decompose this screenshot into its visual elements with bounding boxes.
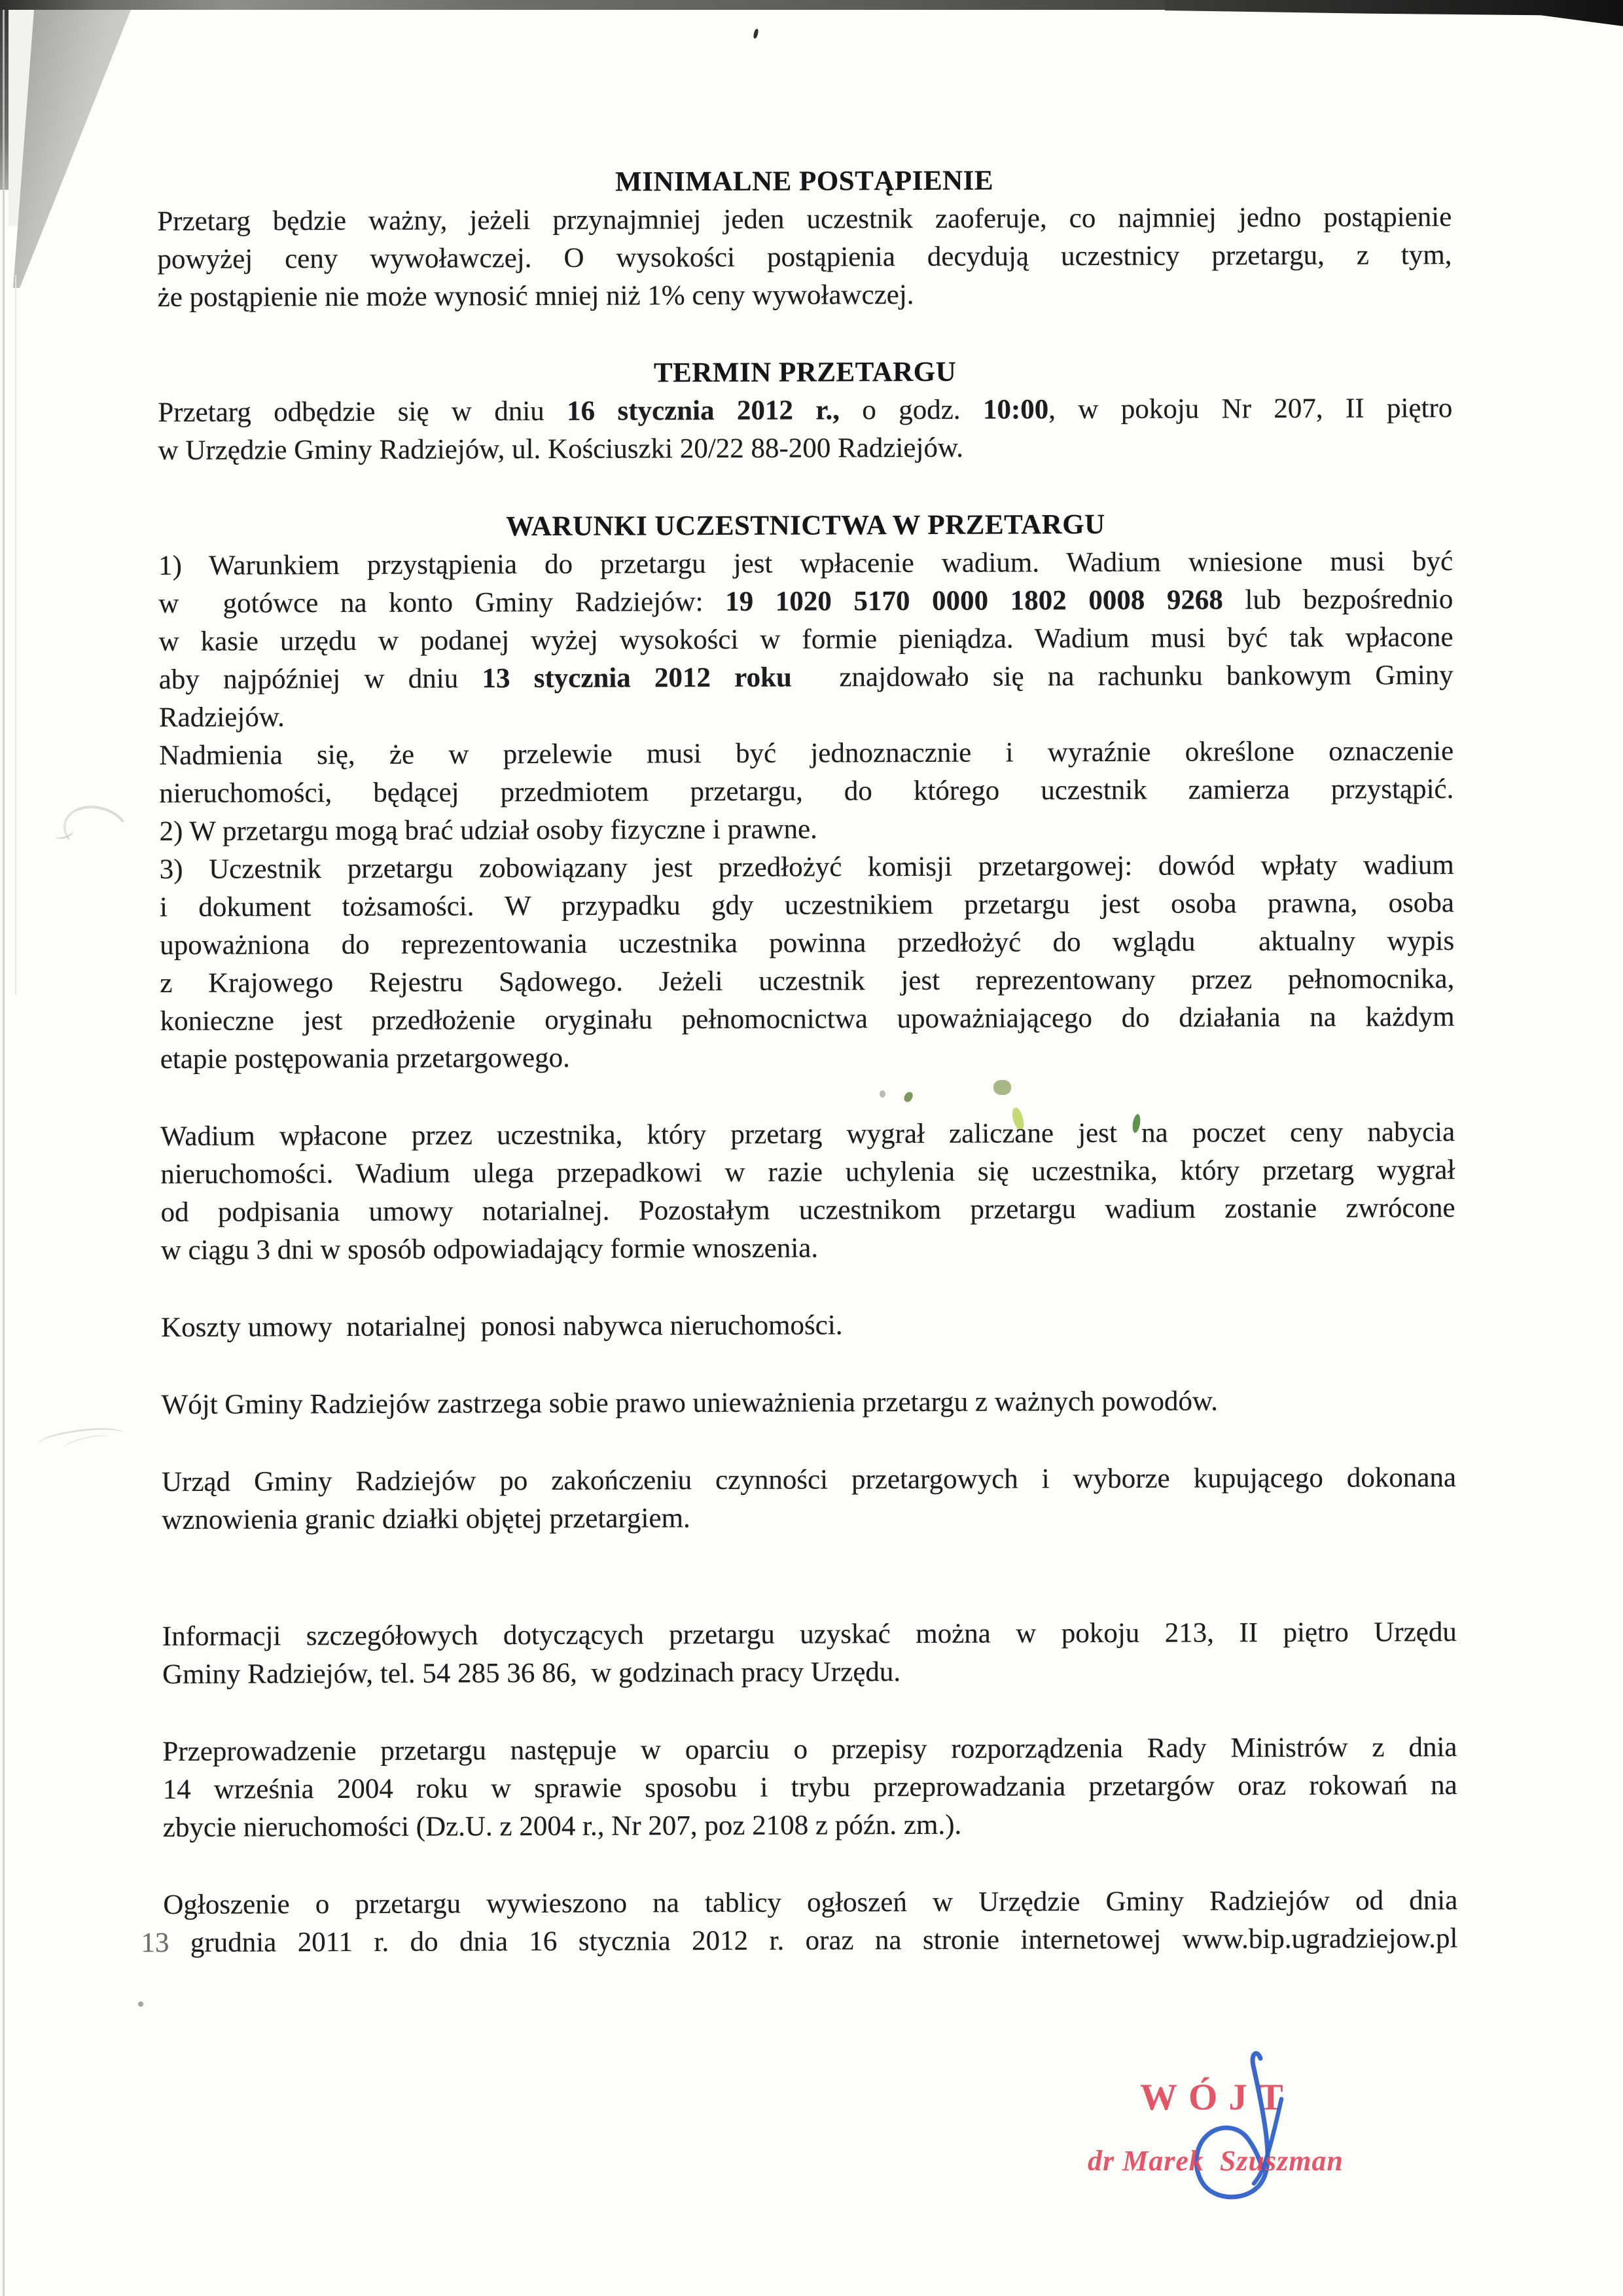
text-line: [160, 1036, 1455, 1079]
bold-text-segment: 13 stycznia 2012 roku: [482, 662, 792, 694]
text-line: [160, 960, 1454, 1003]
section-heading: MINIMALNE POSTĄPIENIE: [615, 165, 994, 198]
text-segment: , w pokoju Nr 207, II piętro: [1048, 393, 1453, 425]
section-heading: WARUNKI UCZESTNICTWA W PRZETARGU: [506, 509, 1105, 543]
text-line: [161, 1227, 1455, 1270]
text-segment: znajdowało się na rachunku bankowym Gminy: [791, 660, 1454, 693]
text-line: [160, 922, 1454, 965]
text-segment: grudnia 2011 r. do dnia 16 stycznia 2012 r. oraz na stronie internetowej www.bip.ugradziejow.pl: [169, 1923, 1458, 1958]
text-segment: 13: [141, 1927, 169, 1959]
text-segment: i dokument tożsamości. W przypadku gdy uczestnikiem przetargu jest osoba prawna, osoba: [159, 888, 1455, 923]
text-segment: Gminy Radziejów, tel. 54 285 36 86, w godzinach pracy Urzędu.: [162, 1657, 901, 1690]
text-line: [160, 846, 1454, 889]
text-line: [163, 1767, 1457, 1809]
text-segment: od podpisania umowy notarialnej. Pozostałym uczestnikom przetargu wadium zostanie zwrócone: [160, 1193, 1455, 1228]
text-line: [160, 1113, 1455, 1156]
paragraph: [158, 543, 1455, 1079]
text-line: [157, 236, 1452, 279]
document-body: [141, 160, 1458, 1962]
text-segment: z Krajowego Rejestru Sądowego. Jeżeli uczestnik jest reprezentowany przez pełnomocnika,: [160, 963, 1455, 999]
paragraph: [141, 1882, 1458, 1962]
section-heading: TERMIN PRZETARGU: [653, 356, 957, 389]
paragraph: [161, 1304, 1455, 1347]
text-segment: etapie postępowania przetargowego.: [160, 1042, 570, 1075]
text-segment: Wadium wpłacone przez uczestnika, który przetarg wygrał zaliczane jest na poczet ceny nabycia: [160, 1117, 1455, 1152]
text-segment: Nadmienia się, że w przelewie musi być jednoznacznie i wyraźnie określone oznaczenie: [159, 736, 1454, 771]
text-line: [160, 998, 1454, 1041]
text-segment: Radziejów.: [158, 702, 285, 733]
text-line: [158, 543, 1453, 585]
text-line: [162, 1651, 1457, 1694]
text-line: [163, 1882, 1457, 1924]
text-segment: Przetarg będzie ważny, jeżeli przynajmniej jeden uczestnik zaoferuje, co najmniej jedno postąpienie: [157, 202, 1452, 237]
bold-text-segment: 16 stycznia 2012 r.,: [567, 395, 840, 427]
text-line: [162, 1613, 1457, 1656]
scan-top-right-artifact: [1165, 0, 1623, 26]
text-segment: wznowienia granic działki objętej przetargiem.: [162, 1503, 690, 1535]
text-line: [161, 1304, 1455, 1347]
text-segment: konieczne jest przedłożenie oryginału pełnomocnictwa upoważniającego do działania na każdym: [160, 1001, 1455, 1037]
text-line: [157, 198, 1452, 241]
paragraph: [162, 1729, 1457, 1847]
text-segment: w gotówce na konto Gminy Radziejów:: [158, 586, 726, 619]
scan-left-line2-artifact: [15, 275, 16, 995]
text-segment: 14 września 2004 roku w sprawie sposobu i trybu przeprowadzania przetargów oraz rokowań na: [162, 1770, 1457, 1805]
bold-text-segment: 10:00: [982, 394, 1049, 425]
text-segment: Koszty umowy notarialnej ponosi nabywca nieruchomości.: [161, 1310, 843, 1343]
text-line: [158, 427, 1452, 470]
text-line: [159, 656, 1454, 699]
paragraph: [158, 389, 1452, 470]
text-segment: nieruchomości. Wadium ulega przepadkowi w razie uchylenia się uczestnika, który przetarg wygrał: [160, 1155, 1455, 1190]
text-line: [162, 1459, 1456, 1501]
text-segment: 3) Uczestnik przetargu zobowiązany jest przedłożyć komisji przetargowej: dowód wpłaty wadium: [159, 850, 1454, 885]
text-segment: zbycie nieruchomości (Dz.U. z 2004 r., Nr 207, poz 2108 z późn. zm.).: [162, 1809, 962, 1843]
text-line: [163, 1804, 1457, 1847]
text-segment: 1) Warunkiem przystąpienia do przetargu jest wpłacenie wadium. Wadium wniesione musi być: [158, 546, 1454, 581]
text-line: [158, 581, 1453, 623]
text-line: [141, 1920, 1457, 1962]
text-line: [158, 274, 1452, 317]
text-line: [159, 808, 1454, 851]
mayor-stamp-title: WÓJT: [1140, 2077, 1294, 2118]
text-line: [159, 732, 1454, 775]
ink-speck: [753, 28, 758, 39]
text-segment: o godz.: [839, 394, 984, 426]
text-segment: Urząd Gminy Radziejów po zakończeniu czynności przetargowych i wyborze kupującego dokonana: [161, 1462, 1457, 1498]
text-line: [158, 619, 1453, 661]
text-segment: Ogłoszenie o przetargu wywieszono na tablicy ogłoszeń w Urzędzie Gminy Radziejów od dnia: [163, 1885, 1458, 1920]
text-segment: lub bezpośrednio: [1222, 584, 1454, 616]
text-segment: powyżej ceny wywoławczej. O wysokości postąpienia decydują uczestnicy przetargu, z tym,: [157, 240, 1452, 275]
text-segment: Przeprowadzenie przetargu następuje w oparciu o przepisy rozporządzenia Rady Ministrów z dnia: [162, 1732, 1457, 1767]
text-line: [158, 389, 1452, 432]
text-segment: Przetarg odbędzie się w dniu: [158, 395, 567, 428]
text-line: [159, 770, 1454, 813]
text-segment: że postąpienie nie może wynosić mniej niż 1% ceny wywoławczej.: [157, 279, 914, 313]
text-line: [160, 1189, 1455, 1232]
mayor-stamp-name: dr Marek Szuszman: [1088, 2145, 1344, 2177]
text-line: [162, 1729, 1457, 1771]
text-segment: Wójt Gminy Radziejów zastrzega sobie prawo unieważnienia przetargu z ważnych powodów.: [161, 1386, 1218, 1420]
text-segment: nieruchomości, będącej przedmiotem przetargu, do którego uczestnik zamierza przystąpić.: [159, 774, 1454, 809]
text-segment: Informacji szczegółowych dotyczących przetargu uzyskać można w pokoju 213, II piętro Urzędu: [162, 1617, 1457, 1652]
text-segment: 2) W przetargu mogą brać udział osoby fizyczne i prawne.: [159, 814, 817, 847]
text-segment: w ciągu 3 dni w sposób odpowiadający formie wnoszenia.: [160, 1232, 819, 1266]
text-line: [160, 884, 1454, 927]
gray-speck: [138, 2001, 143, 2007]
text-segment: w kasie urzędu w podanej wyżej wysokości w formie pieniądza. Wadium musi być tak wpłacone: [158, 622, 1454, 657]
text-segment: upoważniona do reprezentowania uczestnika powinna przedłożyć do wglądu aktualny wypis: [160, 925, 1455, 961]
text-line: [162, 1497, 1456, 1539]
paragraph: [157, 198, 1452, 317]
text-line: [159, 694, 1454, 737]
text-line: [162, 1382, 1456, 1424]
scan-left-line-artifact: [3, 10, 5, 2296]
bold-text-segment: 19 1020 5170 0000 1802 0008 9268: [725, 584, 1223, 617]
paragraph: [160, 1113, 1455, 1270]
text-line: [160, 1151, 1455, 1194]
handwritten-signature-stroke: [1175, 2047, 1325, 2211]
paragraph: [162, 1613, 1457, 1694]
text-segment: w Urzędzie Gminy Radziejów, ul. Kościuszki 20/22 88-200 Radziejów.: [158, 432, 964, 466]
paragraph: [162, 1459, 1456, 1539]
text-segment: aby najpóźniej w dniu: [158, 663, 482, 695]
paragraph: [162, 1382, 1456, 1424]
